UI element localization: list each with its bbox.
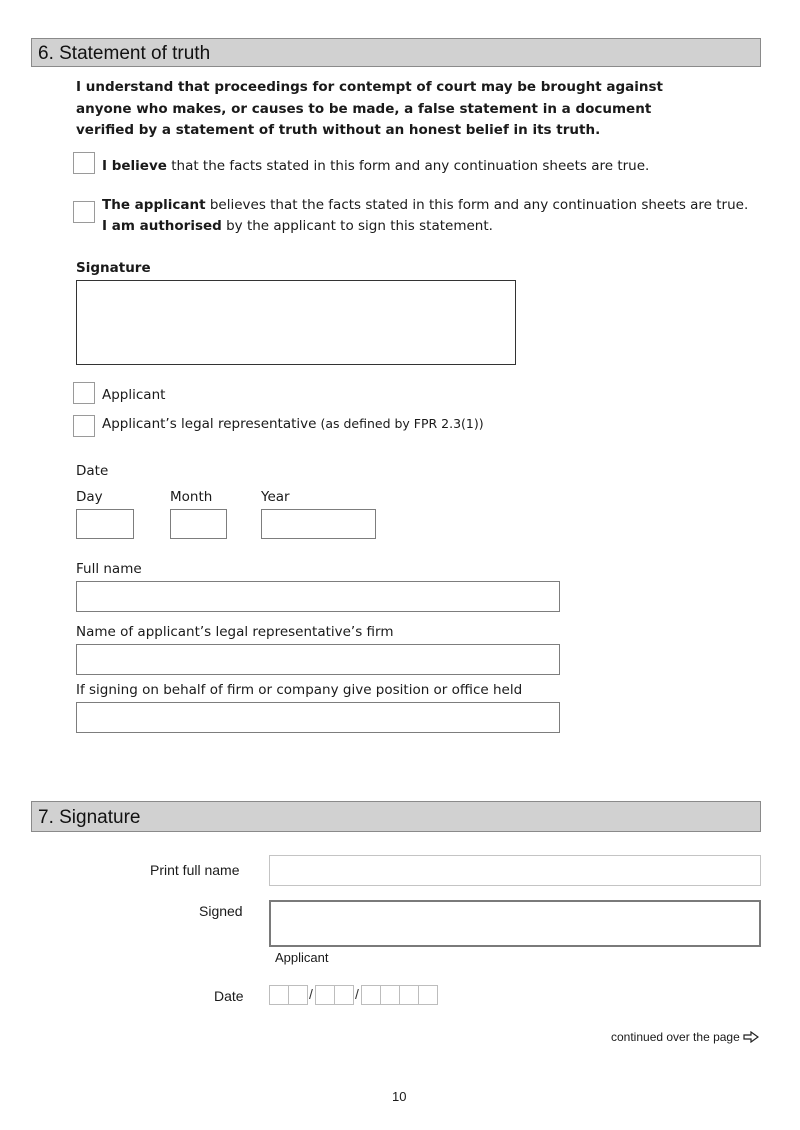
applicant-role-label: Applicant — [102, 387, 166, 403]
authorised-line2 — [102, 218, 493, 234]
signed-box[interactable] — [269, 900, 761, 947]
applicant-believes-checkbox[interactable] — [73, 201, 95, 223]
i-believe-checkbox[interactable] — [73, 152, 95, 174]
legal-rep-role-label — [102, 416, 484, 432]
firm-name-label: Name of applicant’s legal representative’s firm — [76, 624, 394, 640]
i-believe-statement — [102, 158, 649, 174]
legal-rep-main: Applicant’s legal representative — [102, 416, 317, 432]
print-name-label: Print full name — [150, 862, 240, 878]
continued-text: continued over the page — [611, 1030, 740, 1044]
date-cell-year-1[interactable] — [361, 985, 381, 1005]
legal-rep-role-checkbox[interactable] — [73, 415, 95, 437]
firm-name-input[interactable] — [76, 644, 560, 675]
date-cell-day-2[interactable] — [288, 985, 308, 1005]
signature-box[interactable] — [76, 280, 516, 365]
full-name-label: Full name — [76, 561, 142, 577]
legal-rep-note: (as defined by FPR 2.3(1)) — [316, 416, 484, 431]
full-name-input[interactable] — [76, 581, 560, 612]
signed-label: Signed — [199, 903, 243, 919]
applicant-role-checkbox[interactable] — [73, 382, 95, 404]
date-cell-year-3[interactable] — [399, 985, 419, 1005]
section-6-title: 6. Statement of truth — [38, 43, 211, 64]
i-believe-text: that the facts stated in this form and any continuation sheets are true. — [166, 158, 650, 174]
authorised-bold: I am authorised — [102, 218, 222, 234]
date-label: Date — [76, 463, 109, 479]
page-number: 10 — [392, 1089, 407, 1104]
day-input[interactable] — [76, 509, 134, 539]
section-7-title: 7. Signature — [38, 807, 141, 828]
position-input[interactable] — [76, 702, 560, 733]
signed-caption: Applicant — [275, 950, 329, 965]
signature-label: Signature — [76, 260, 151, 276]
month-label: Month — [170, 489, 213, 505]
authorised-text: by the applicant to sign this statement. — [221, 218, 493, 234]
date-cell-day-1[interactable] — [269, 985, 289, 1005]
applicant-believes-line1 — [102, 197, 748, 213]
date-cell-year-4[interactable] — [418, 985, 438, 1005]
year-input[interactable] — [261, 509, 376, 539]
date-separator-1: / — [309, 986, 313, 1002]
section-6-header — [31, 38, 761, 67]
continued-note — [611, 1030, 759, 1046]
month-input[interactable] — [170, 509, 227, 539]
applicant-believes-text: believes that the facts stated in this form and any continuation sheets are true. — [205, 197, 749, 213]
applicant-believes-bold: The applicant — [102, 197, 206, 213]
position-label: If signing on behalf of firm or company give position or office held — [76, 682, 523, 698]
contempt-warning: I understand that proceedings for contempt of court may be brought against anyone who makes, or causes to be made, a false statement in a document verified by a statement of truth without an honest belief in its truth. — [76, 79, 663, 138]
section7-date-label: Date — [214, 988, 244, 1004]
day-label: Day — [76, 489, 103, 505]
year-label: Year — [261, 489, 290, 505]
date-cell-year-2[interactable] — [380, 985, 400, 1005]
date-cell-month-2[interactable] — [334, 985, 354, 1005]
section-7-header — [31, 801, 761, 832]
arrow-right-icon — [743, 1031, 759, 1046]
print-name-input[interactable] — [269, 855, 761, 886]
date-cell-month-1[interactable] — [315, 985, 335, 1005]
date-separator-2: / — [355, 986, 359, 1002]
i-believe-bold: I believe — [102, 158, 167, 174]
